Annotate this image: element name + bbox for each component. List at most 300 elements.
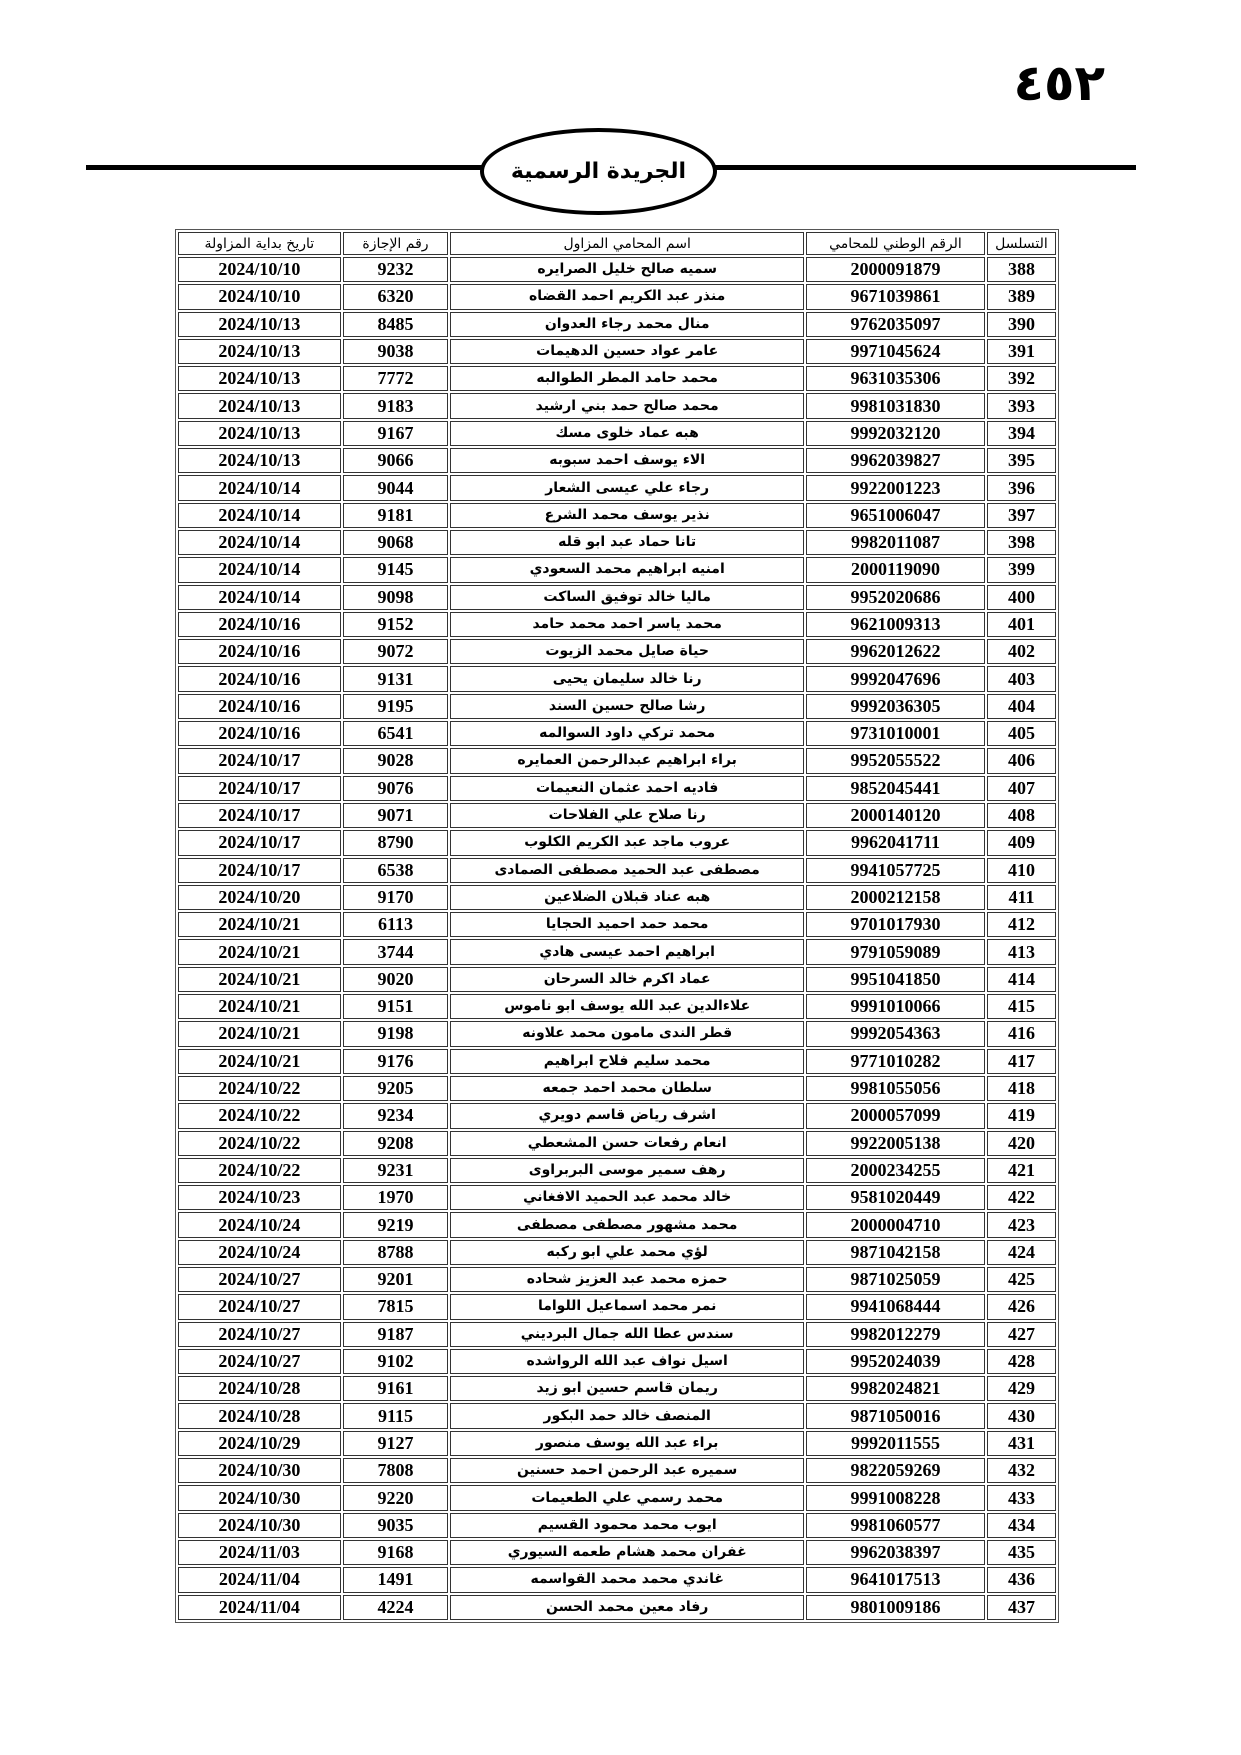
cell-name: عروب ماجد عبد الكريم الكلوب — [450, 830, 804, 855]
cell-serial: 425 — [987, 1267, 1056, 1292]
cell-start-date: 2024/10/10 — [178, 257, 341, 282]
cell-national-id: 9952020686 — [806, 585, 985, 610]
cell-name: عماد اكرم خالد السرحان — [450, 967, 804, 992]
cell-name: رجاء علي عيسى الشعار — [450, 475, 804, 500]
table-row — [178, 312, 1056, 337]
table-row — [178, 666, 1056, 691]
table-row — [178, 1049, 1056, 1074]
cell-start-date: 2024/10/21 — [178, 1049, 341, 1074]
cell-serial: 401 — [987, 612, 1056, 637]
cell-start-date: 2024/10/21 — [178, 994, 341, 1019]
cell-license: 8485 — [343, 312, 449, 337]
cell-start-date: 2024/10/17 — [178, 858, 341, 883]
cell-serial: 417 — [987, 1049, 1056, 1074]
table-row — [178, 1294, 1056, 1319]
cell-national-id: 9991010066 — [806, 994, 985, 1019]
cell-start-date: 2024/10/21 — [178, 912, 341, 937]
header-name: اسم المحامي المزاول — [450, 232, 804, 255]
cell-start-date: 2024/10/30 — [178, 1513, 341, 1538]
cell-start-date: 2024/10/13 — [178, 312, 341, 337]
cell-national-id: 2000234255 — [806, 1158, 985, 1183]
header-start-date: تاريخ بداية المزاولة — [178, 232, 341, 255]
table-row — [178, 257, 1056, 282]
cell-national-id: 9922001223 — [806, 475, 985, 500]
cell-national-id: 9971045624 — [806, 339, 985, 364]
cell-serial: 394 — [987, 421, 1056, 446]
header-license: رقم الإجازة — [343, 232, 449, 255]
cell-serial: 415 — [987, 994, 1056, 1019]
cell-name: المنصف خالد حمد البكور — [450, 1403, 804, 1428]
cell-name: رنا صلاح علي الفلاحات — [450, 803, 804, 828]
cell-start-date: 2024/10/16 — [178, 666, 341, 691]
cell-name: خالد محمد عبد الحميد الافغاني — [450, 1185, 804, 1210]
cell-serial: 428 — [987, 1349, 1056, 1374]
cell-national-id: 9962039827 — [806, 448, 985, 473]
table-row — [178, 1349, 1056, 1374]
cell-national-id: 2000057099 — [806, 1103, 985, 1128]
cell-national-id: 9952055522 — [806, 748, 985, 773]
cell-start-date: 2024/10/20 — [178, 885, 341, 910]
cell-start-date: 2024/10/17 — [178, 830, 341, 855]
cell-license: 9208 — [343, 1131, 449, 1156]
cell-start-date: 2024/10/24 — [178, 1212, 341, 1237]
cell-serial: 421 — [987, 1158, 1056, 1183]
cell-start-date: 2024/10/28 — [178, 1376, 341, 1401]
cell-national-id: 9801009186 — [806, 1595, 985, 1620]
cell-national-id: 9922005138 — [806, 1131, 985, 1156]
cell-name: مصطفى عبد الحميد مصطفى الصمادى — [450, 858, 804, 883]
cell-name: غفران محمد هشام طعمه السيوري — [450, 1540, 804, 1565]
table-row — [178, 393, 1056, 418]
cell-license: 4224 — [343, 1595, 449, 1620]
cell-start-date: 2024/10/13 — [178, 366, 341, 391]
table-row — [178, 1021, 1056, 1046]
cell-license: 1491 — [343, 1567, 449, 1592]
cell-start-date: 2024/10/17 — [178, 748, 341, 773]
cell-name: الاء يوسف احمد سبوبه — [450, 448, 804, 473]
cell-national-id: 9952024039 — [806, 1349, 985, 1374]
table-row — [178, 1567, 1056, 1592]
cell-national-id: 9992011555 — [806, 1431, 985, 1456]
cell-start-date: 2024/10/27 — [178, 1294, 341, 1319]
cell-serial: 389 — [987, 284, 1056, 309]
cell-national-id: 9651006047 — [806, 503, 985, 528]
cell-national-id: 9871042158 — [806, 1240, 985, 1265]
cell-license: 9161 — [343, 1376, 449, 1401]
cell-start-date: 2024/10/10 — [178, 284, 341, 309]
cell-start-date: 2024/10/17 — [178, 776, 341, 801]
cell-start-date: 2024/10/13 — [178, 339, 341, 364]
cell-start-date: 2024/10/22 — [178, 1103, 341, 1128]
cell-start-date: 2024/10/14 — [178, 557, 341, 582]
cell-serial: 437 — [987, 1595, 1056, 1620]
table-row — [178, 1076, 1056, 1101]
cell-license: 1970 — [343, 1185, 449, 1210]
cell-license: 9131 — [343, 666, 449, 691]
cell-name: سميه صالح خليل الصرايره — [450, 257, 804, 282]
cell-national-id: 9962012622 — [806, 639, 985, 664]
cell-license: 9068 — [343, 530, 449, 555]
cell-name: علاءالدين عبد الله يوسف ابو ناموس — [450, 994, 804, 1019]
cell-start-date: 2024/10/30 — [178, 1458, 341, 1483]
cell-serial: 399 — [987, 557, 1056, 582]
cell-serial: 406 — [987, 748, 1056, 773]
cell-start-date: 2024/10/21 — [178, 967, 341, 992]
cell-license: 9219 — [343, 1212, 449, 1237]
cell-license: 9176 — [343, 1049, 449, 1074]
cell-name: حياة صايل محمد الزيوت — [450, 639, 804, 664]
table-row — [178, 557, 1056, 582]
cell-name: رهف سمير موسى البربراوى — [450, 1158, 804, 1183]
cell-national-id: 9982024821 — [806, 1376, 985, 1401]
cell-serial: 397 — [987, 503, 1056, 528]
table-row — [178, 1185, 1056, 1210]
cell-start-date: 2024/10/14 — [178, 585, 341, 610]
cell-national-id: 9951041850 — [806, 967, 985, 992]
cell-serial: 407 — [987, 776, 1056, 801]
cell-name: منال محمد رجاء العدوان — [450, 312, 804, 337]
table-row — [178, 639, 1056, 664]
cell-serial: 412 — [987, 912, 1056, 937]
cell-license: 9198 — [343, 1021, 449, 1046]
cell-start-date: 2024/10/23 — [178, 1185, 341, 1210]
cell-license: 6113 — [343, 912, 449, 937]
cell-national-id: 9871025059 — [806, 1267, 985, 1292]
cell-name: رفاد معين محمد الحسن — [450, 1595, 804, 1620]
cell-national-id: 9941057725 — [806, 858, 985, 883]
table-row — [178, 1103, 1056, 1128]
table-row — [178, 1322, 1056, 1347]
table-row — [178, 284, 1056, 309]
cell-license: 9181 — [343, 503, 449, 528]
cell-serial: 405 — [987, 721, 1056, 746]
cell-name: محمد صالح حمد بني ارشيد — [450, 393, 804, 418]
cell-license: 9220 — [343, 1485, 449, 1510]
table-header-row — [178, 232, 1056, 255]
cell-serial: 410 — [987, 858, 1056, 883]
header-serial: التسلسل — [987, 232, 1056, 255]
cell-serial: 411 — [987, 885, 1056, 910]
cell-serial: 422 — [987, 1185, 1056, 1210]
cell-name: اسيل نواف عبد الله الرواشده — [450, 1349, 804, 1374]
masthead-oval — [480, 128, 717, 215]
cell-license: 9187 — [343, 1322, 449, 1347]
table-row — [178, 612, 1056, 637]
cell-serial: 390 — [987, 312, 1056, 337]
cell-license: 9071 — [343, 803, 449, 828]
cell-serial: 429 — [987, 1376, 1056, 1401]
table-row — [178, 748, 1056, 773]
cell-name: هبه عناد قبلان الضلاعين — [450, 885, 804, 910]
cell-license: 9038 — [343, 339, 449, 364]
cell-license: 6320 — [343, 284, 449, 309]
cell-license: 7808 — [343, 1458, 449, 1483]
cell-serial: 435 — [987, 1540, 1056, 1565]
cell-serial: 433 — [987, 1485, 1056, 1510]
cell-name: سندس عطا الله جمال البرديني — [450, 1322, 804, 1347]
cell-license: 8788 — [343, 1240, 449, 1265]
cell-national-id: 9992047696 — [806, 666, 985, 691]
cell-license: 9066 — [343, 448, 449, 473]
cell-serial: 431 — [987, 1431, 1056, 1456]
cell-license: 9195 — [343, 694, 449, 719]
table-row — [178, 1267, 1056, 1292]
cell-national-id: 9982011087 — [806, 530, 985, 555]
cell-name: غاندي محمد محمد القواسمه — [450, 1567, 804, 1592]
cell-license: 9076 — [343, 776, 449, 801]
table-row — [178, 448, 1056, 473]
cell-national-id: 9621009313 — [806, 612, 985, 637]
lawyers-table-container — [175, 229, 1059, 1623]
cell-license: 9167 — [343, 421, 449, 446]
cell-national-id: 9992032120 — [806, 421, 985, 446]
table-row — [178, 1458, 1056, 1483]
table-row — [178, 721, 1056, 746]
cell-name: براء عبد الله يوسف منصور — [450, 1431, 804, 1456]
cell-national-id: 2000091879 — [806, 257, 985, 282]
table-row — [178, 421, 1056, 446]
cell-serial: 418 — [987, 1076, 1056, 1101]
cell-national-id: 9871050016 — [806, 1403, 985, 1428]
cell-license: 7772 — [343, 366, 449, 391]
cell-serial: 408 — [987, 803, 1056, 828]
cell-serial: 391 — [987, 339, 1056, 364]
cell-national-id: 9671039861 — [806, 284, 985, 309]
header-national-id: الرقم الوطني للمحامي — [806, 232, 985, 255]
table-row — [178, 1431, 1056, 1456]
cell-start-date: 2024/10/28 — [178, 1403, 341, 1428]
cell-license: 9201 — [343, 1267, 449, 1292]
cell-license: 9035 — [343, 1513, 449, 1538]
cell-license: 8790 — [343, 830, 449, 855]
table-row — [178, 858, 1056, 883]
cell-name: ريمان قاسم حسين ابو زيد — [450, 1376, 804, 1401]
cell-start-date: 2024/10/21 — [178, 1021, 341, 1046]
cell-serial: 409 — [987, 830, 1056, 855]
cell-name: محمد ياسر احمد محمد حامد — [450, 612, 804, 637]
cell-national-id: 9731010001 — [806, 721, 985, 746]
cell-start-date: 2024/11/03 — [178, 1540, 341, 1565]
cell-start-date: 2024/10/16 — [178, 612, 341, 637]
cell-start-date: 2024/10/27 — [178, 1322, 341, 1347]
cell-name: نمر محمد اسماعيل اللواما — [450, 1294, 804, 1319]
table-row — [178, 1240, 1056, 1265]
cell-name: لؤي محمد علي ابو ركبه — [450, 1240, 804, 1265]
table-row — [178, 1540, 1056, 1565]
cell-license: 9152 — [343, 612, 449, 637]
cell-national-id: 9852045441 — [806, 776, 985, 801]
cell-start-date: 2024/10/14 — [178, 475, 341, 500]
cell-serial: 396 — [987, 475, 1056, 500]
cell-license: 9044 — [343, 475, 449, 500]
cell-license: 9102 — [343, 1349, 449, 1374]
table-row — [178, 830, 1056, 855]
table-row — [178, 803, 1056, 828]
table-row — [178, 967, 1056, 992]
cell-license: 9170 — [343, 885, 449, 910]
table-row — [178, 1376, 1056, 1401]
cell-name: منذر عبد الكريم احمد القضاه — [450, 284, 804, 309]
cell-name: محمد رسمي علي الطعيمات — [450, 1485, 804, 1510]
table-row — [178, 1212, 1056, 1237]
cell-name: فاديه احمد عثمان النعيمات — [450, 776, 804, 801]
cell-start-date: 2024/10/16 — [178, 694, 341, 719]
cell-serial: 426 — [987, 1294, 1056, 1319]
cell-start-date: 2024/10/27 — [178, 1349, 341, 1374]
cell-national-id: 9981055056 — [806, 1076, 985, 1101]
cell-national-id: 9991008228 — [806, 1485, 985, 1510]
cell-license: 9127 — [343, 1431, 449, 1456]
cell-serial: 414 — [987, 967, 1056, 992]
cell-national-id: 9992036305 — [806, 694, 985, 719]
cell-national-id: 9762035097 — [806, 312, 985, 337]
cell-serial: 423 — [987, 1212, 1056, 1237]
cell-license: 9151 — [343, 994, 449, 1019]
cell-name: ابراهيم احمد عيسى هادي — [450, 939, 804, 964]
cell-name: محمد حامد المطر الطوالبه — [450, 366, 804, 391]
cell-license: 9020 — [343, 967, 449, 992]
cell-start-date: 2024/11/04 — [178, 1595, 341, 1620]
cell-national-id: 9581020449 — [806, 1185, 985, 1210]
cell-start-date: 2024/10/13 — [178, 421, 341, 446]
cell-serial: 388 — [987, 257, 1056, 282]
cell-serial: 432 — [987, 1458, 1056, 1483]
cell-name: نذير يوسف محمد الشرع — [450, 503, 804, 528]
cell-name: اشرف رياض قاسم دويري — [450, 1103, 804, 1128]
cell-start-date: 2024/10/22 — [178, 1131, 341, 1156]
cell-name: محمد تركي داود السوالمه — [450, 721, 804, 746]
cell-name: رشا صالح حسين السند — [450, 694, 804, 719]
cell-serial: 413 — [987, 939, 1056, 964]
cell-national-id: 2000119090 — [806, 557, 985, 582]
cell-name: حمزه محمد عبد العزيز شحاده — [450, 1267, 804, 1292]
cell-license: 9183 — [343, 393, 449, 418]
cell-start-date: 2024/10/14 — [178, 530, 341, 555]
cell-name: عامر عواد حسين الدهيمات — [450, 339, 804, 364]
cell-start-date: 2024/10/16 — [178, 721, 341, 746]
table-row — [178, 366, 1056, 391]
cell-serial: 424 — [987, 1240, 1056, 1265]
cell-national-id: 2000004710 — [806, 1212, 985, 1237]
cell-name: انعام رفعات حسن المشعطي — [450, 1131, 804, 1156]
cell-national-id: 9962038397 — [806, 1540, 985, 1565]
table-row — [178, 1131, 1056, 1156]
cell-national-id: 9822059269 — [806, 1458, 985, 1483]
cell-national-id: 9962041711 — [806, 830, 985, 855]
cell-national-id: 2000212158 — [806, 885, 985, 910]
table-row — [178, 1595, 1056, 1620]
table-row — [178, 530, 1056, 555]
table-row — [178, 1513, 1056, 1538]
table-row — [178, 912, 1056, 937]
cell-start-date: 2024/10/30 — [178, 1485, 341, 1510]
cell-license: 9205 — [343, 1076, 449, 1101]
table-row — [178, 994, 1056, 1019]
cell-license: 9234 — [343, 1103, 449, 1128]
cell-name: سلطان محمد احمد جمعه — [450, 1076, 804, 1101]
cell-start-date: 2024/10/16 — [178, 639, 341, 664]
table-row — [178, 585, 1056, 610]
cell-name: محمد مشهور مصطفى مصطفى — [450, 1212, 804, 1237]
table-row — [178, 1158, 1056, 1183]
cell-national-id: 9982012279 — [806, 1322, 985, 1347]
table-row — [178, 339, 1056, 364]
table-row — [178, 1485, 1056, 1510]
cell-national-id: 9992054363 — [806, 1021, 985, 1046]
cell-name: رنا خالد سليمان يحيى — [450, 666, 804, 691]
cell-name: محمد سليم فلاح ابراهيم — [450, 1049, 804, 1074]
table-row — [178, 475, 1056, 500]
table-row — [178, 1403, 1056, 1428]
cell-serial: 398 — [987, 530, 1056, 555]
cell-national-id: 9631035306 — [806, 366, 985, 391]
cell-name: قطر الندى مامون محمد علاونه — [450, 1021, 804, 1046]
cell-serial: 416 — [987, 1021, 1056, 1046]
cell-license: 9098 — [343, 585, 449, 610]
cell-license: 9115 — [343, 1403, 449, 1428]
cell-serial: 427 — [987, 1322, 1056, 1347]
masthead-title: الجريدة الرسمية — [510, 159, 687, 184]
table-row — [178, 694, 1056, 719]
cell-license: 7815 — [343, 1294, 449, 1319]
cell-national-id: 9701017930 — [806, 912, 985, 937]
cell-start-date: 2024/11/04 — [178, 1567, 341, 1592]
table-row — [178, 939, 1056, 964]
cell-national-id: 9981031830 — [806, 393, 985, 418]
cell-license: 9028 — [343, 748, 449, 773]
cell-name: تانا حماد عبد ابو قله — [450, 530, 804, 555]
cell-serial: 403 — [987, 666, 1056, 691]
cell-serial: 420 — [987, 1131, 1056, 1156]
table-body — [178, 257, 1056, 1620]
lawyers-table — [175, 229, 1059, 1623]
cell-serial: 434 — [987, 1513, 1056, 1538]
cell-name: امنيه ابراهيم محمد السعودي — [450, 557, 804, 582]
cell-serial: 393 — [987, 393, 1056, 418]
cell-license: 9232 — [343, 257, 449, 282]
cell-name: هبه عماد خلوى مسك — [450, 421, 804, 446]
cell-license: 6538 — [343, 858, 449, 883]
cell-start-date: 2024/10/21 — [178, 939, 341, 964]
cell-name: ماليا خالد توفيق الساكت — [450, 585, 804, 610]
cell-national-id: 9941068444 — [806, 1294, 985, 1319]
cell-license: 9072 — [343, 639, 449, 664]
cell-serial: 404 — [987, 694, 1056, 719]
cell-serial: 395 — [987, 448, 1056, 473]
cell-national-id: 9791059089 — [806, 939, 985, 964]
cell-national-id: 9641017513 — [806, 1567, 985, 1592]
cell-start-date: 2024/10/14 — [178, 503, 341, 528]
cell-national-id: 2000140120 — [806, 803, 985, 828]
cell-start-date: 2024/10/22 — [178, 1076, 341, 1101]
cell-license: 3744 — [343, 939, 449, 964]
table-row — [178, 503, 1056, 528]
cell-name: سميره عبد الرحمن احمد حسنين — [450, 1458, 804, 1483]
cell-name: براء ابراهيم عبدالرحمن العمايره — [450, 748, 804, 773]
cell-serial: 400 — [987, 585, 1056, 610]
cell-start-date: 2024/10/27 — [178, 1267, 341, 1292]
cell-license: 9231 — [343, 1158, 449, 1183]
table-row — [178, 885, 1056, 910]
cell-serial: 430 — [987, 1403, 1056, 1428]
cell-name: ايوب محمد محمود القسيم — [450, 1513, 804, 1538]
cell-national-id: 9771010282 — [806, 1049, 985, 1074]
page-number: ٤٥٢ — [1013, 54, 1105, 112]
cell-license: 6541 — [343, 721, 449, 746]
cell-serial: 436 — [987, 1567, 1056, 1592]
cell-start-date: 2024/10/13 — [178, 448, 341, 473]
cell-start-date: 2024/10/13 — [178, 393, 341, 418]
